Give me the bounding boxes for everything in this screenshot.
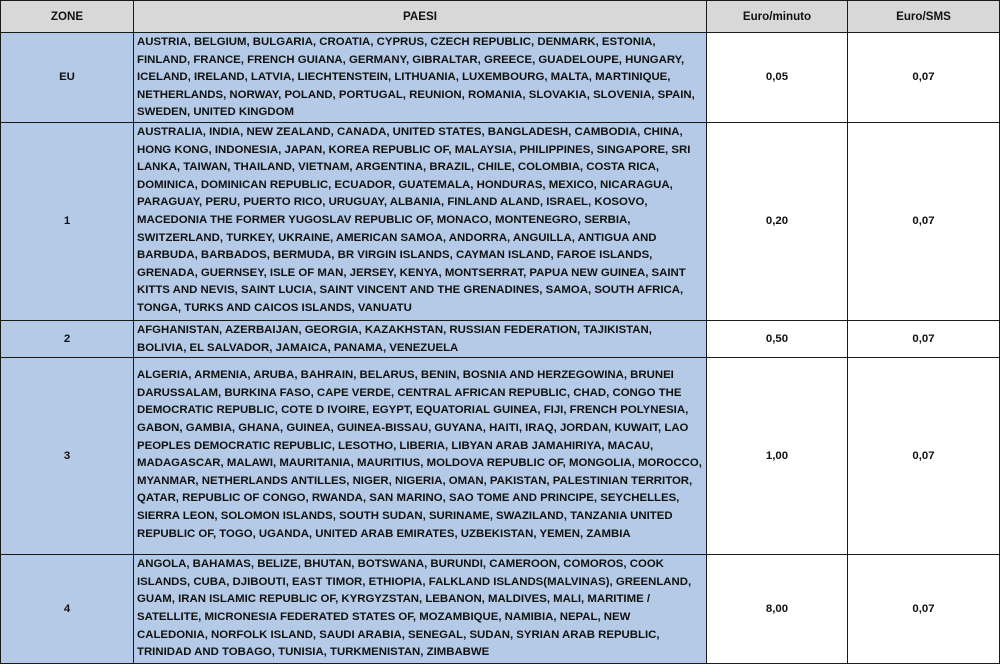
zone-cell: 3 [1,358,134,555]
countries-cell: AUSTRALIA, INDIA, NEW ZEALAND, CANADA, UNITED STATES, BANGLADESH, CAMBODIA, CHINA, HONG KONG, INDONESIA, JAPAN, KOREA REPUBLIC OF, MALAYSIA, PHILIPPINES, SINGAPORE, SRI LANKA, TAIWAN, THAILAND, VIETNAM, ARGENTINA, BRAZIL, CHILE, COLOMBIA, COSTA RICA, DOMINICA, DOMINICAN REPUBLIC, ECUADOR, GUATEMALA, HONDURAS, MEXICO, NICARAGUA, PARAGUAY, PERU, PUERTO RICO, URUGUAY, ALBANIA, FINLAND ALAND, ISRAEL, KOSOVO, MACEDONIA THE FORMER YUGOSLAV REPUBLIC OF, MONACO, MONTENEGRO, SERBIA, SWITZERLAND, TURKEY, UKRAINE, AMERICAN SAMOA, ANDORRA, ANGUILLA, ANTIGUA AND BARBUDA, BARBADOS, BERMUDA, BR VIRGIN ISLANDS, CAYMAN ISLAND, FAROE ISLANDS, GRENADA, GUERNSEY, ISLE OF MAN, JERSEY, KENYA, MONTSERRAT, PAPUA NEW GUINEA, SAINT KITTS AND NEVIS, SAINT LUCIA, SAINT VINCENT AND THE GRENADINES, SAMOA, SOUTH AFRICA, TONGA, TURKS AND CAICOS ISLANDS, VANUATU [134,122,707,320]
header-paesi: PAESI [134,1,707,33]
table-row [1,555,1000,664]
table-row [1,358,1000,555]
header-zone: ZONE [1,1,134,33]
header-euro-sms: Euro/SMS [848,1,1000,33]
zone-cell: 4 [1,555,134,664]
countries-cell: AFGHANISTAN, AZERBAIJAN, GEORGIA, KAZAKHSTAN, RUSSIAN FEDERATION, TAJIKISTAN, BOLIVIA, EL SALVADOR, JAMAICA, PANAMA, VENEZUELA [134,320,707,357]
euro-per-sms-cell: 0,07 [848,33,1000,123]
euro-per-minute-cell: 8,00 [707,555,848,664]
countries-cell: ANGOLA, BAHAMAS, BELIZE, BHUTAN, BOTSWANA, BURUNDI, CAMEROON, COMOROS, COOK ISLANDS, CUBA, DJIBOUTI, EAST TIMOR, ETHIOPIA, FALKLAND ISLANDS(MALVINAS), GREENLAND, GUAM, IRAN ISLAMIC REPUBLIC OF, KYRGYZSTAN, LEBANON, MALDIVES, MALI, MARITIME / SATELLITE, MICRONESIA FEDERATED STATES OF, MOZAMBIQUE, NAMIBIA, NEPAL, NEW CALEDONIA, NORFOLK ISLAND, SAUDI ARABIA, SENEGAL, SUDAN, SYRIAN ARAB REPUBLIC, TRINIDAD AND TOBAGO, TUNISIA, TURKMENISTAN, ZIMBABWE [134,555,707,664]
euro-per-minute-cell: 0,20 [707,122,848,320]
countries-cell: AUSTRIA, BELGIUM, BULGARIA, CROATIA, CYPRUS, CZECH REPUBLIC, DENMARK, ESTONIA, FINLAND, FRANCE, FRENCH GUIANA, GERMANY, GIBRALTAR, GREECE, GUADELOUPE, HUNGARY, ICELAND, IRELAND, LATVIA, LIECHTENSTEIN, LITHUANIA, LUXEMBOURG, MALTA, MARTINIQUE, NETHERLANDS, NORWAY, POLAND, PORTUGAL, REUNION, ROMANIA, SLOVAKIA, SLOVENIA, SPAIN, SWEDEN, UNITED KINGDOM [134,33,707,123]
euro-per-minute-cell: 1,00 [707,358,848,555]
zone-cell: 1 [1,122,134,320]
euro-per-minute-cell: 0,05 [707,33,848,123]
table-row [1,122,1000,320]
header-row [1,1,1000,33]
euro-per-minute-cell: 0,50 [707,320,848,357]
euro-per-sms-cell: 0,07 [848,555,1000,664]
table-row [1,33,1000,123]
zone-cell: 2 [1,320,134,357]
table-row [1,320,1000,357]
euro-per-sms-cell: 0,07 [848,358,1000,555]
euro-per-sms-cell: 0,07 [848,320,1000,357]
zone-cell: EU [1,33,134,123]
euro-per-sms-cell: 0,07 [848,122,1000,320]
header-euro-minuto: Euro/minuto [707,1,848,33]
countries-cell: ALGERIA, ARMENIA, ARUBA, BAHRAIN, BELARUS, BENIN, BOSNIA AND HERZEGOWINA, BRUNEI DARUSSALAM, BURKINA FASO, CAPE VERDE, CENTRAL AFRICAN REPUBLIC, CHAD, CONGO THE DEMOCRATIC REPUBLIC, COTE D IVOIRE, EGYPT, EQUATORIAL GUINEA, FIJI, FRENCH POLYNESIA, GABON, GAMBIA, GHANA, GUINEA, GUINEA-BISSAU, GUYANA, HAITI, IRAQ, JORDAN, KUWAIT, LAO PEOPLES DEMOCRATIC REPUBLIC, LESOTHO, LIBERIA, LIBYAN ARAB JAMAHIRIYA, MACAU, MADAGASCAR, MALAWI, MAURITANIA, MAURITIUS, MOLDOVA REPUBLIC OF, MONGOLIA, MOROCCO, MYANMAR, NETHERLANDS ANTILLES, NIGER, NIGERIA, OMAN, PAKISTAN, PALESTINIAN TERRITOR, QATAR, REPUBLIC OF CONGO, RWANDA, SAN MARINO, SAO TOME AND PRINCIPE, SEYCHELLES, SIERRA LEON, SOLOMON ISLANDS, SOUTH SUDAN, SURINAME, SWAZILAND, TANZANIA UNITED REPUBLIC OF, TOGO, UGANDA, UNITED ARAB EMIRATES, UZBEKISTAN, YEMEN, ZAMBIA [134,358,707,555]
